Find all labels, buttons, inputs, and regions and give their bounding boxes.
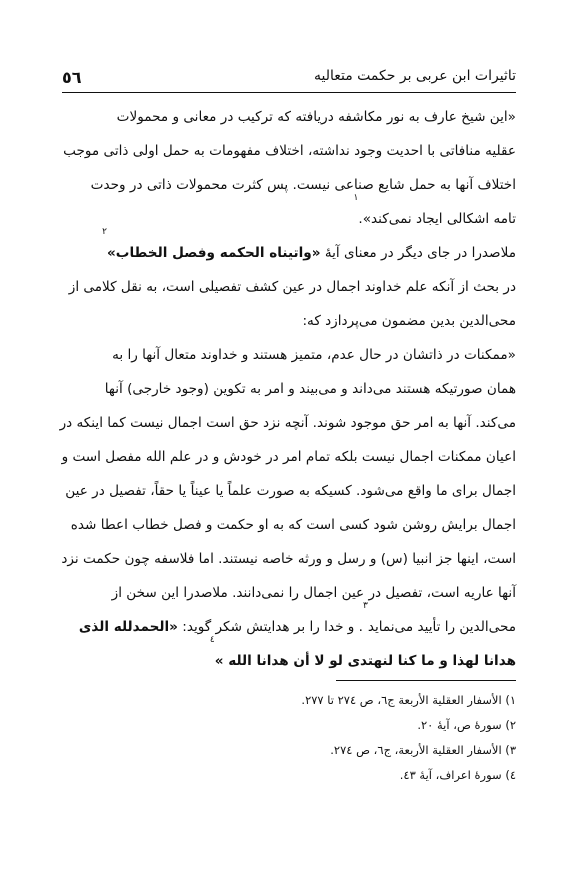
line-text: «ممکنات در ذاتشان در حال عدم، متمیز هستند و خداوند متعال آنها را به — [112, 347, 516, 363]
body-line — [62, 227, 516, 270]
line-text: اجمال برایش روشن شود کسی است که به او حکمت و فصل خطاب اعطا شده — [70, 517, 516, 533]
body-line — [62, 134, 516, 168]
body-line — [62, 372, 516, 406]
footnote: ٤) سورهٔ اعراف، آیهٔ ٤٣. — [399, 768, 516, 782]
footnote-marker: ٣ — [363, 601, 368, 611]
line-text: اعیان ممکنات اجمال نیست بلکه تمام امر در خودش و در علم الله مفصل است و — [61, 449, 516, 465]
line-text: عقلیه منافاتی با احدیت وجود نداشته، اختلاف مفهومات به حمل اولی ذاتی موجب — [63, 143, 516, 159]
bold-phrase: «واتیناه الحکمه وفصل الخطاب» — [107, 245, 321, 261]
body-line — [62, 474, 516, 508]
footnote: ١) الأسفار العقلية الأربعة ج٦، ص ٢٧٤ تا ٢٧٧. — [301, 693, 516, 707]
bold-phrase: «الحمدلله الذی — [78, 619, 178, 635]
body-line — [62, 440, 516, 474]
line-text: می‌کند. آنها به امر حق موجود شوند. آنچه نزد حق است اجمال نیست کما اینکه در — [59, 415, 516, 431]
footnote-marker: ٤ — [209, 635, 215, 645]
line-text: محی‌الدین بدین مضمون می‌پردازد که: — [302, 313, 516, 329]
running-head — [62, 68, 516, 90]
footnote-marker: ٢ — [102, 227, 108, 237]
body-line — [62, 168, 516, 202]
footnote-rule — [336, 680, 516, 681]
line-text: است، اینها جز انبیا (س) و رسل و ورثه خاصه نیستند. اما فلاسفه چون حکمت نزد — [61, 551, 516, 567]
body-line — [62, 601, 516, 644]
line-text: اجمال برای ما واقع می‌شود. کسیکه به صورت علماً یا عیناً یا حقاً، تفصیل در عین — [65, 483, 516, 499]
page-number: ٥٦ — [62, 68, 82, 87]
footnote-marker: ١ — [353, 193, 359, 203]
line-text: . و خدا را بر هدایتش شکر گوید: — [177, 619, 364, 635]
body-line — [62, 100, 516, 134]
line-text: در بحث از آنکه علم خداوند اجمال در عین کشف تفصیلی است، به نقل کلامی از — [68, 279, 516, 295]
body-line — [62, 193, 516, 236]
running-title: تاثیرات ابن عربی بر حکمت متعالیه — [313, 68, 516, 84]
footnotes — [62, 688, 516, 788]
body-line — [62, 635, 516, 678]
line-text: محی‌الدین را تأیید می‌نماید — [367, 619, 516, 635]
line-text: همان صورتیکه هستند می‌داند و می‌بیند و امر به تکوین (وجود خارجی) آنها — [104, 381, 516, 397]
body-line — [62, 270, 516, 304]
body-line — [62, 304, 516, 338]
body-line — [62, 576, 516, 610]
line-text: «این شیخ عارف به نور مکاشفه دریافته که ترکیب در معانی و محمولات — [116, 109, 516, 125]
line-text: ملاصدرا در جای دیگر در معنای آیهٔ — [320, 245, 516, 261]
line-text: تامه اشکالی ایجاد نمی‌کند». — [358, 211, 516, 227]
body-line — [62, 508, 516, 542]
line-text: آنها عاریه است، تفصیل در عین اجمال را نمی‌دانند. ملاصدرا این سخن از — [111, 585, 516, 601]
bold-phrase: هدانا لهذا و ما کنا لنهتدی لو لا أن هدانا الله » — [214, 653, 516, 669]
body-line — [62, 542, 516, 576]
header-rule — [62, 92, 516, 93]
body-line — [59, 406, 516, 440]
body-text — [59, 100, 516, 678]
line-text: اختلاف آنها به حمل شایع صناعی نیست. پس کثرت محمولات ذاتی در وحدت — [90, 177, 516, 193]
body-line — [62, 338, 516, 372]
footnote: ٣) الأسفار العقلية الأربعة، ج٦، ص ٢٧٤. — [330, 743, 516, 757]
footnote: ٢) سورهٔ ص، آیهٔ ٢٠. — [417, 718, 516, 732]
